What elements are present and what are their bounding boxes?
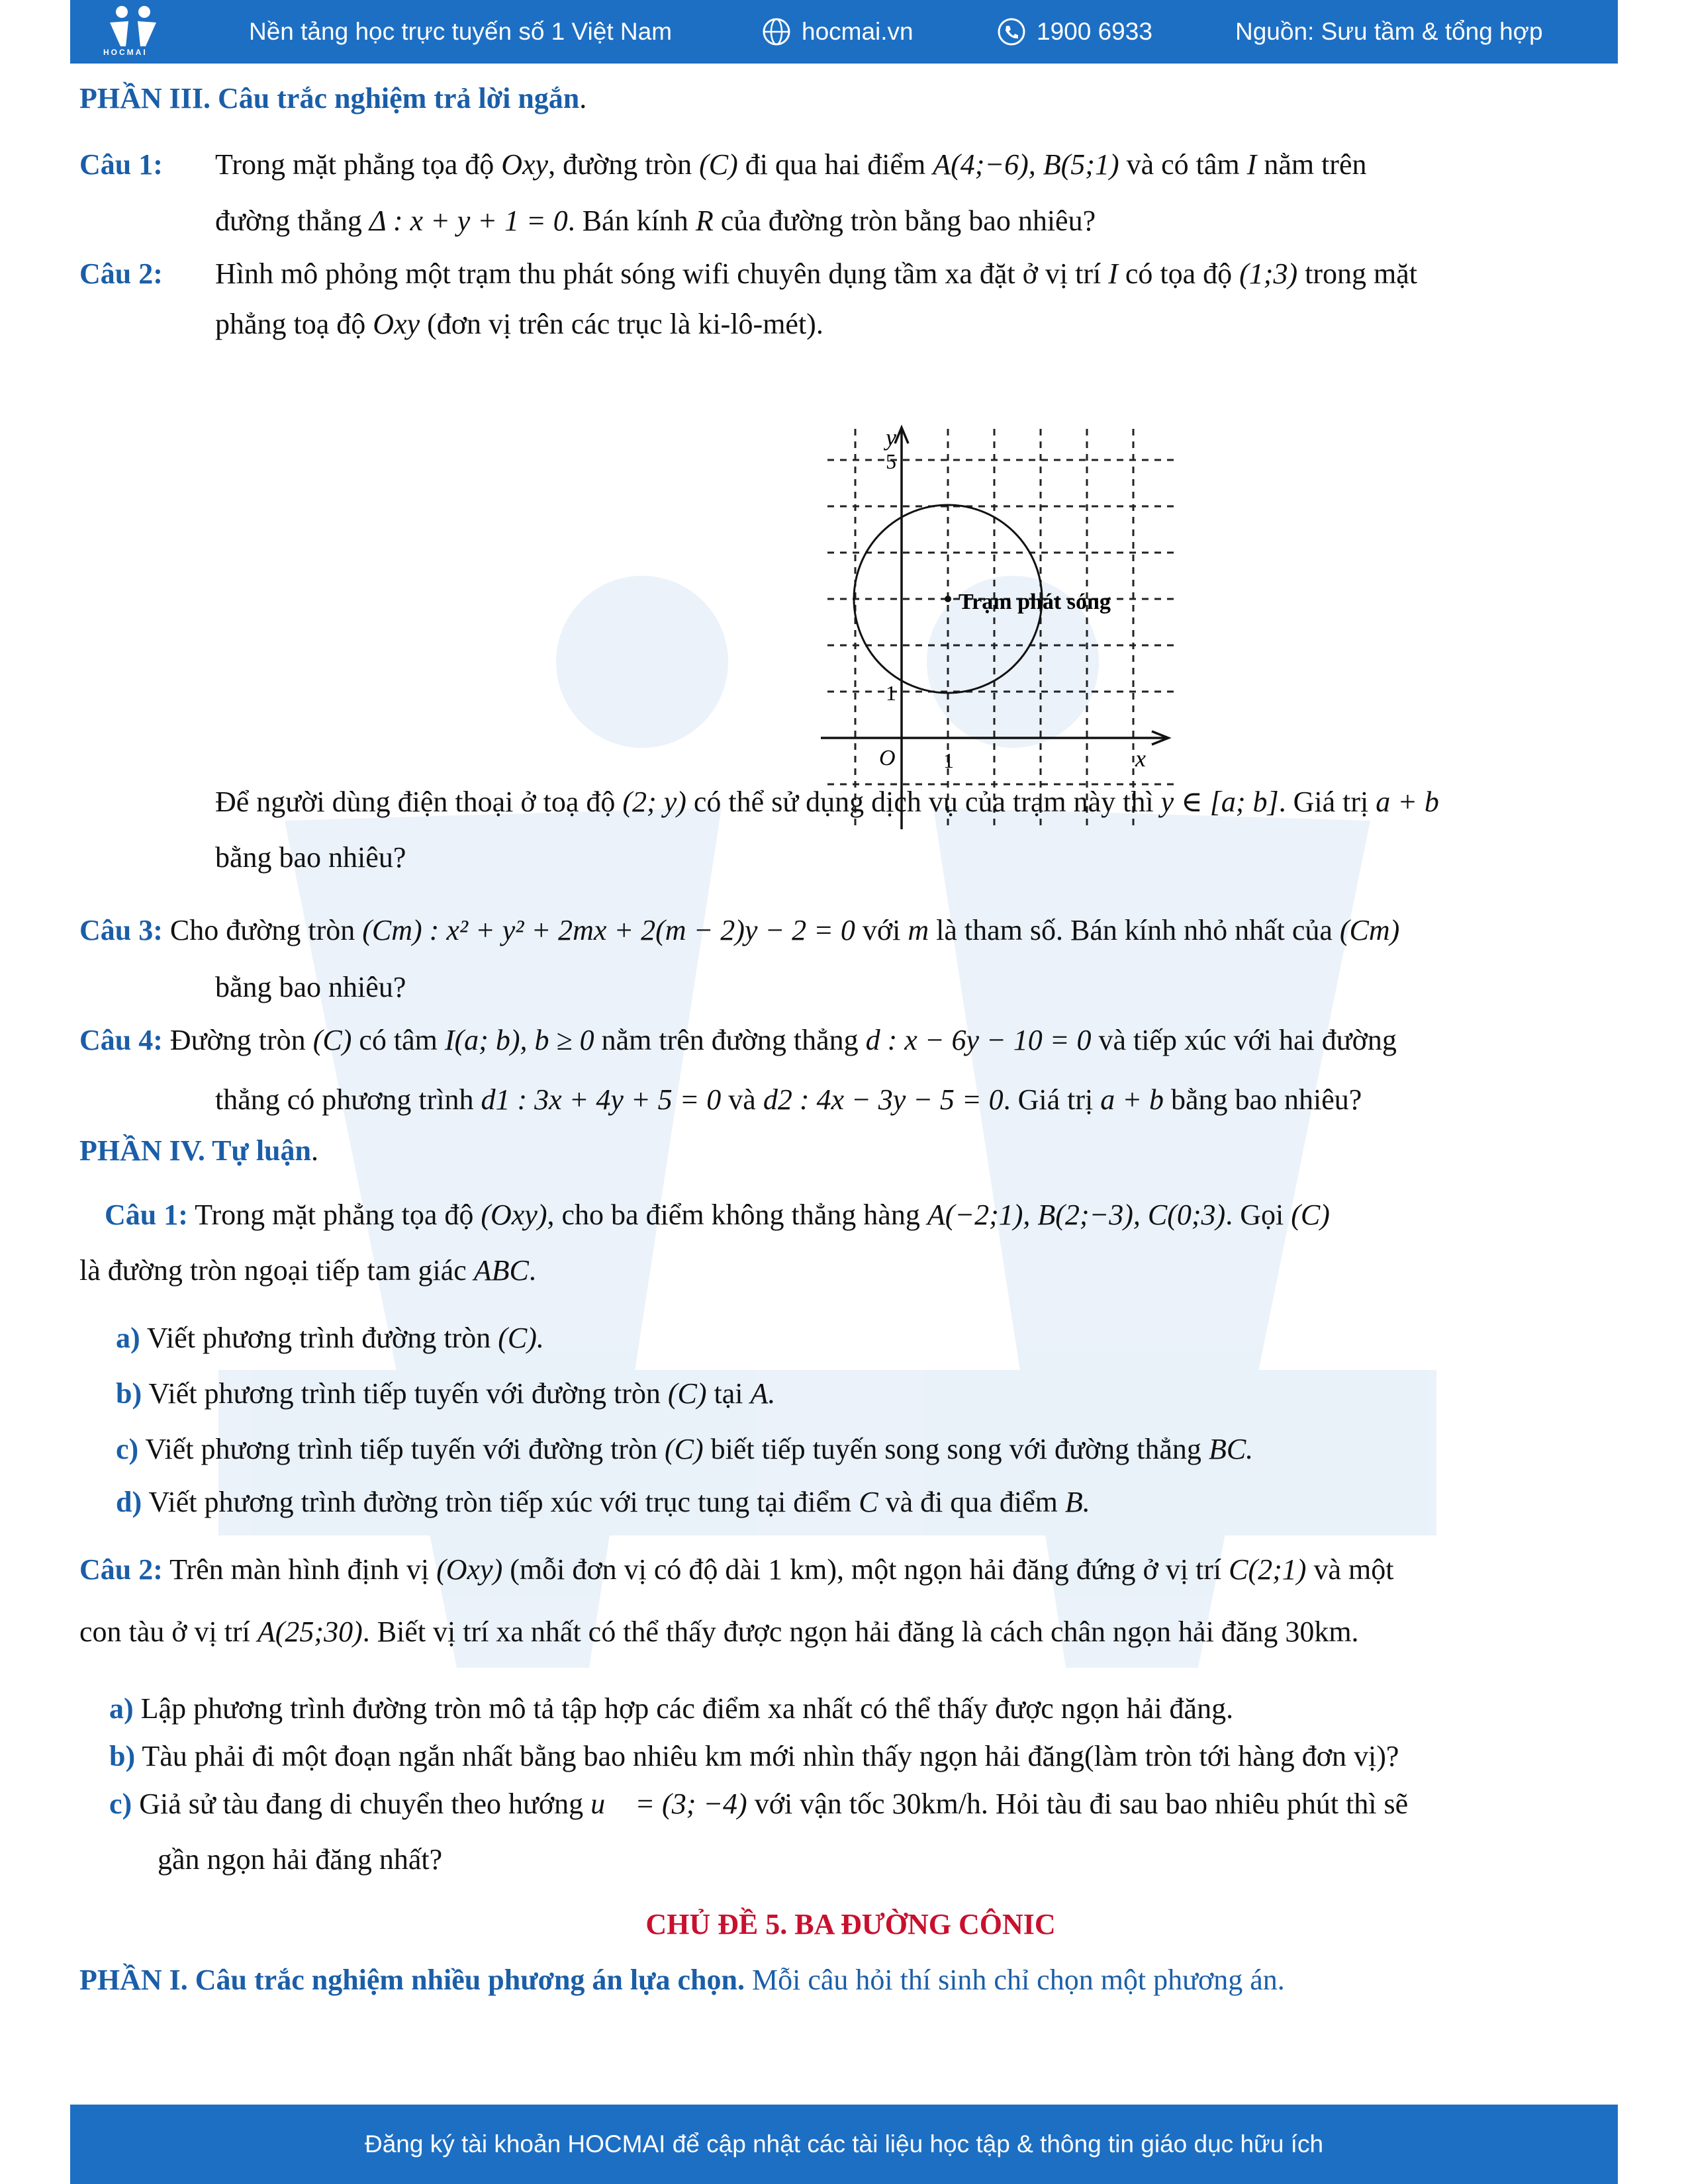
p4-q2-line2: con tàu ở vị trí A(25;30). Biết vị trí xa nhất có thể thấy được ngọn hải đăng là cách chân ngọn hải đăng 30km. [79, 1615, 1359, 1648]
p4-q2-line1: Câu 2: Trên màn hình định vị (Oxy) (mỗi đơn vị có độ dài 1 km), một ngọn hải đăng đứng ở vị trí C(2;1) và một [79, 1553, 1394, 1586]
footer-banner[interactable] [70, 2105, 1618, 2184]
p4-q2-c: c) Giả sử tàu đang di chuyển theo hướng u⃗ = (3; −4) với vận tốc 30km/h. Hỏi tàu đi sau bao nhiêu phút thì sẽ [109, 1788, 1409, 1820]
tick-y-5: 5 [886, 449, 896, 473]
p3-q1-line1: Câu 1: Trong mặt phẳng tọa độ Oxy, đường tròn (C) đi qua hai điểm A(4;−6), B(5;1) và có tâm I nằm trên [79, 148, 1367, 181]
p4-q1-c: c) Viết phương trình tiếp tuyến với đường tròn (C) biết tiếp tuyến song song với đường thẳng BC. [116, 1433, 1254, 1465]
footer-text: Đăng ký tài khoản HOCMAI để cập nhật các tài liệu học tập & thông tin giáo dục hữu ích [364, 2130, 1324, 2158]
tick-x-1: 1 [943, 749, 954, 772]
p4-q1-b: b) Viết phương trình tiếp tuyến với đường tròn (C) tại A. [116, 1377, 776, 1410]
top-banner [70, 0, 1618, 64]
p4-q2-label: Câu 2: [79, 1553, 163, 1586]
globe-icon [762, 17, 791, 46]
phone-icon [997, 17, 1026, 46]
part3-title: PHẦN III. Câu trắc nghiệm trả lời ngắn. [79, 82, 587, 114]
p4-q1-line1: Câu 1: Trong mặt phẳng tọa độ (Oxy), cho ba điểm không thẳng hàng A(−2;1), B(2;−3), C(0;3). Gọi (C) [105, 1199, 1330, 1231]
p4-q1-label: Câu 1: [105, 1199, 188, 1231]
p3-q1-label: Câu 1: [79, 148, 163, 181]
topic5-title: CHỦ ĐỀ 5. BA ĐƯỜNG CÔNIC [645, 1908, 1056, 1940]
p4-q2-b: b) Tàu phải đi một đoạn ngắn nhất bằng bao nhiêu km mới nhìn thấy ngọn hải đăng(làm tròn tới hàng đơn vị)? [109, 1740, 1399, 1772]
p3-q2-line3: Để người dùng điện thoại ở toạ độ (2; y) có thể sử dụng dịch vụ của trạm này thì y ∈ [a; b]. Giá trị a + b [215, 786, 1439, 818]
y-axis-label: y [886, 424, 896, 451]
p3-q2-line4: bằng bao nhiêu? [215, 841, 406, 874]
slogan: Nền tảng học trực tuyến số 1 Việt Nam [249, 18, 673, 45]
topic5-part1: PHẦN I. Câu trắc nghiệm nhiều phương án lựa chọn. Mỗi câu hỏi thí sinh chỉ chọn một phương án. [79, 1964, 1285, 1996]
source-note: Nguồn: Sưu tầm & tổng hợp [1235, 18, 1543, 45]
p3-q4-line2: thẳng có phương trình d1 : 3x + 4y + 5 = 0 và d2 : 4x − 3y − 5 = 0. Giá trị a + b bằng bao nhiêu? [215, 1083, 1362, 1116]
station-label: Trạm phát sóng [959, 590, 1111, 614]
p3-q2-line1: Câu 2: Hình mô phỏng một trạm thu phát sóng wifi chuyên dụng tầm xa đặt ở vị trí I có tọa độ (1;3) trong mặt [79, 257, 1417, 290]
p3-q3-line1: Câu 3: Cho đường tròn (Cm) : x² + y² + 2mx + 2(m − 2)y − 2 = 0 với m là tham số. Bán kính nhỏ nhất của (Cm) [79, 914, 1400, 946]
p3-q2-line2: phẳng toạ độ Oxy (đơn vị trên các trục là ki-lô-mét). [215, 308, 823, 340]
p4-q2-c-line2: gần ngọn hải đăng nhất? [158, 1843, 443, 1876]
tick-y-1: 1 [886, 681, 896, 705]
station-point [945, 596, 951, 602]
p4-q2-a: a) Lập phương trình đường tròn mô tả tập hợp các điểm xa nhất có thể thấy được ngọn hải đăng. [109, 1692, 1234, 1725]
p3-q3-label: Câu 3: [79, 914, 163, 946]
p3-q4-label: Câu 4: [79, 1024, 163, 1056]
p3-q2-label: Câu 2: [79, 257, 163, 290]
p3-q3-line2: bằng bao nhiêu? [215, 971, 406, 1003]
p3-q1-line2: đường thẳng Δ : x + y + 1 = 0. Bán kính R của đường tròn bằng bao nhiêu? [215, 205, 1096, 237]
wifi-station-graph [808, 422, 1192, 833]
p4-q1-d: d) Viết phương trình đường tròn tiếp xúc với trục tung tại điểm C và đi qua điểm B. [116, 1486, 1090, 1518]
p4-q1-line2: là đường tròn ngoại tiếp tam giác ABC. [79, 1254, 536, 1287]
x-axis-label: x [1135, 745, 1146, 772]
p3-q4-line1: Câu 4: Đường tròn (C) có tâm I(a; b), b ≥ 0 nằm trên đường thẳng d : x − 6y − 10 = 0 và tiếp xúc với hai đường [79, 1024, 1397, 1056]
origin-label: O [879, 746, 896, 770]
logo-text: HOCMAI [103, 48, 148, 57]
p4-q1-a: a) Viết phương trình đường tròn (C). [116, 1322, 544, 1354]
phone-link[interactable]: 1900 6933 [997, 0, 1152, 64]
site-link[interactable]: hocmai.vn [762, 0, 914, 64]
part4-title: PHẦN IV. Tự luận. [79, 1134, 319, 1167]
